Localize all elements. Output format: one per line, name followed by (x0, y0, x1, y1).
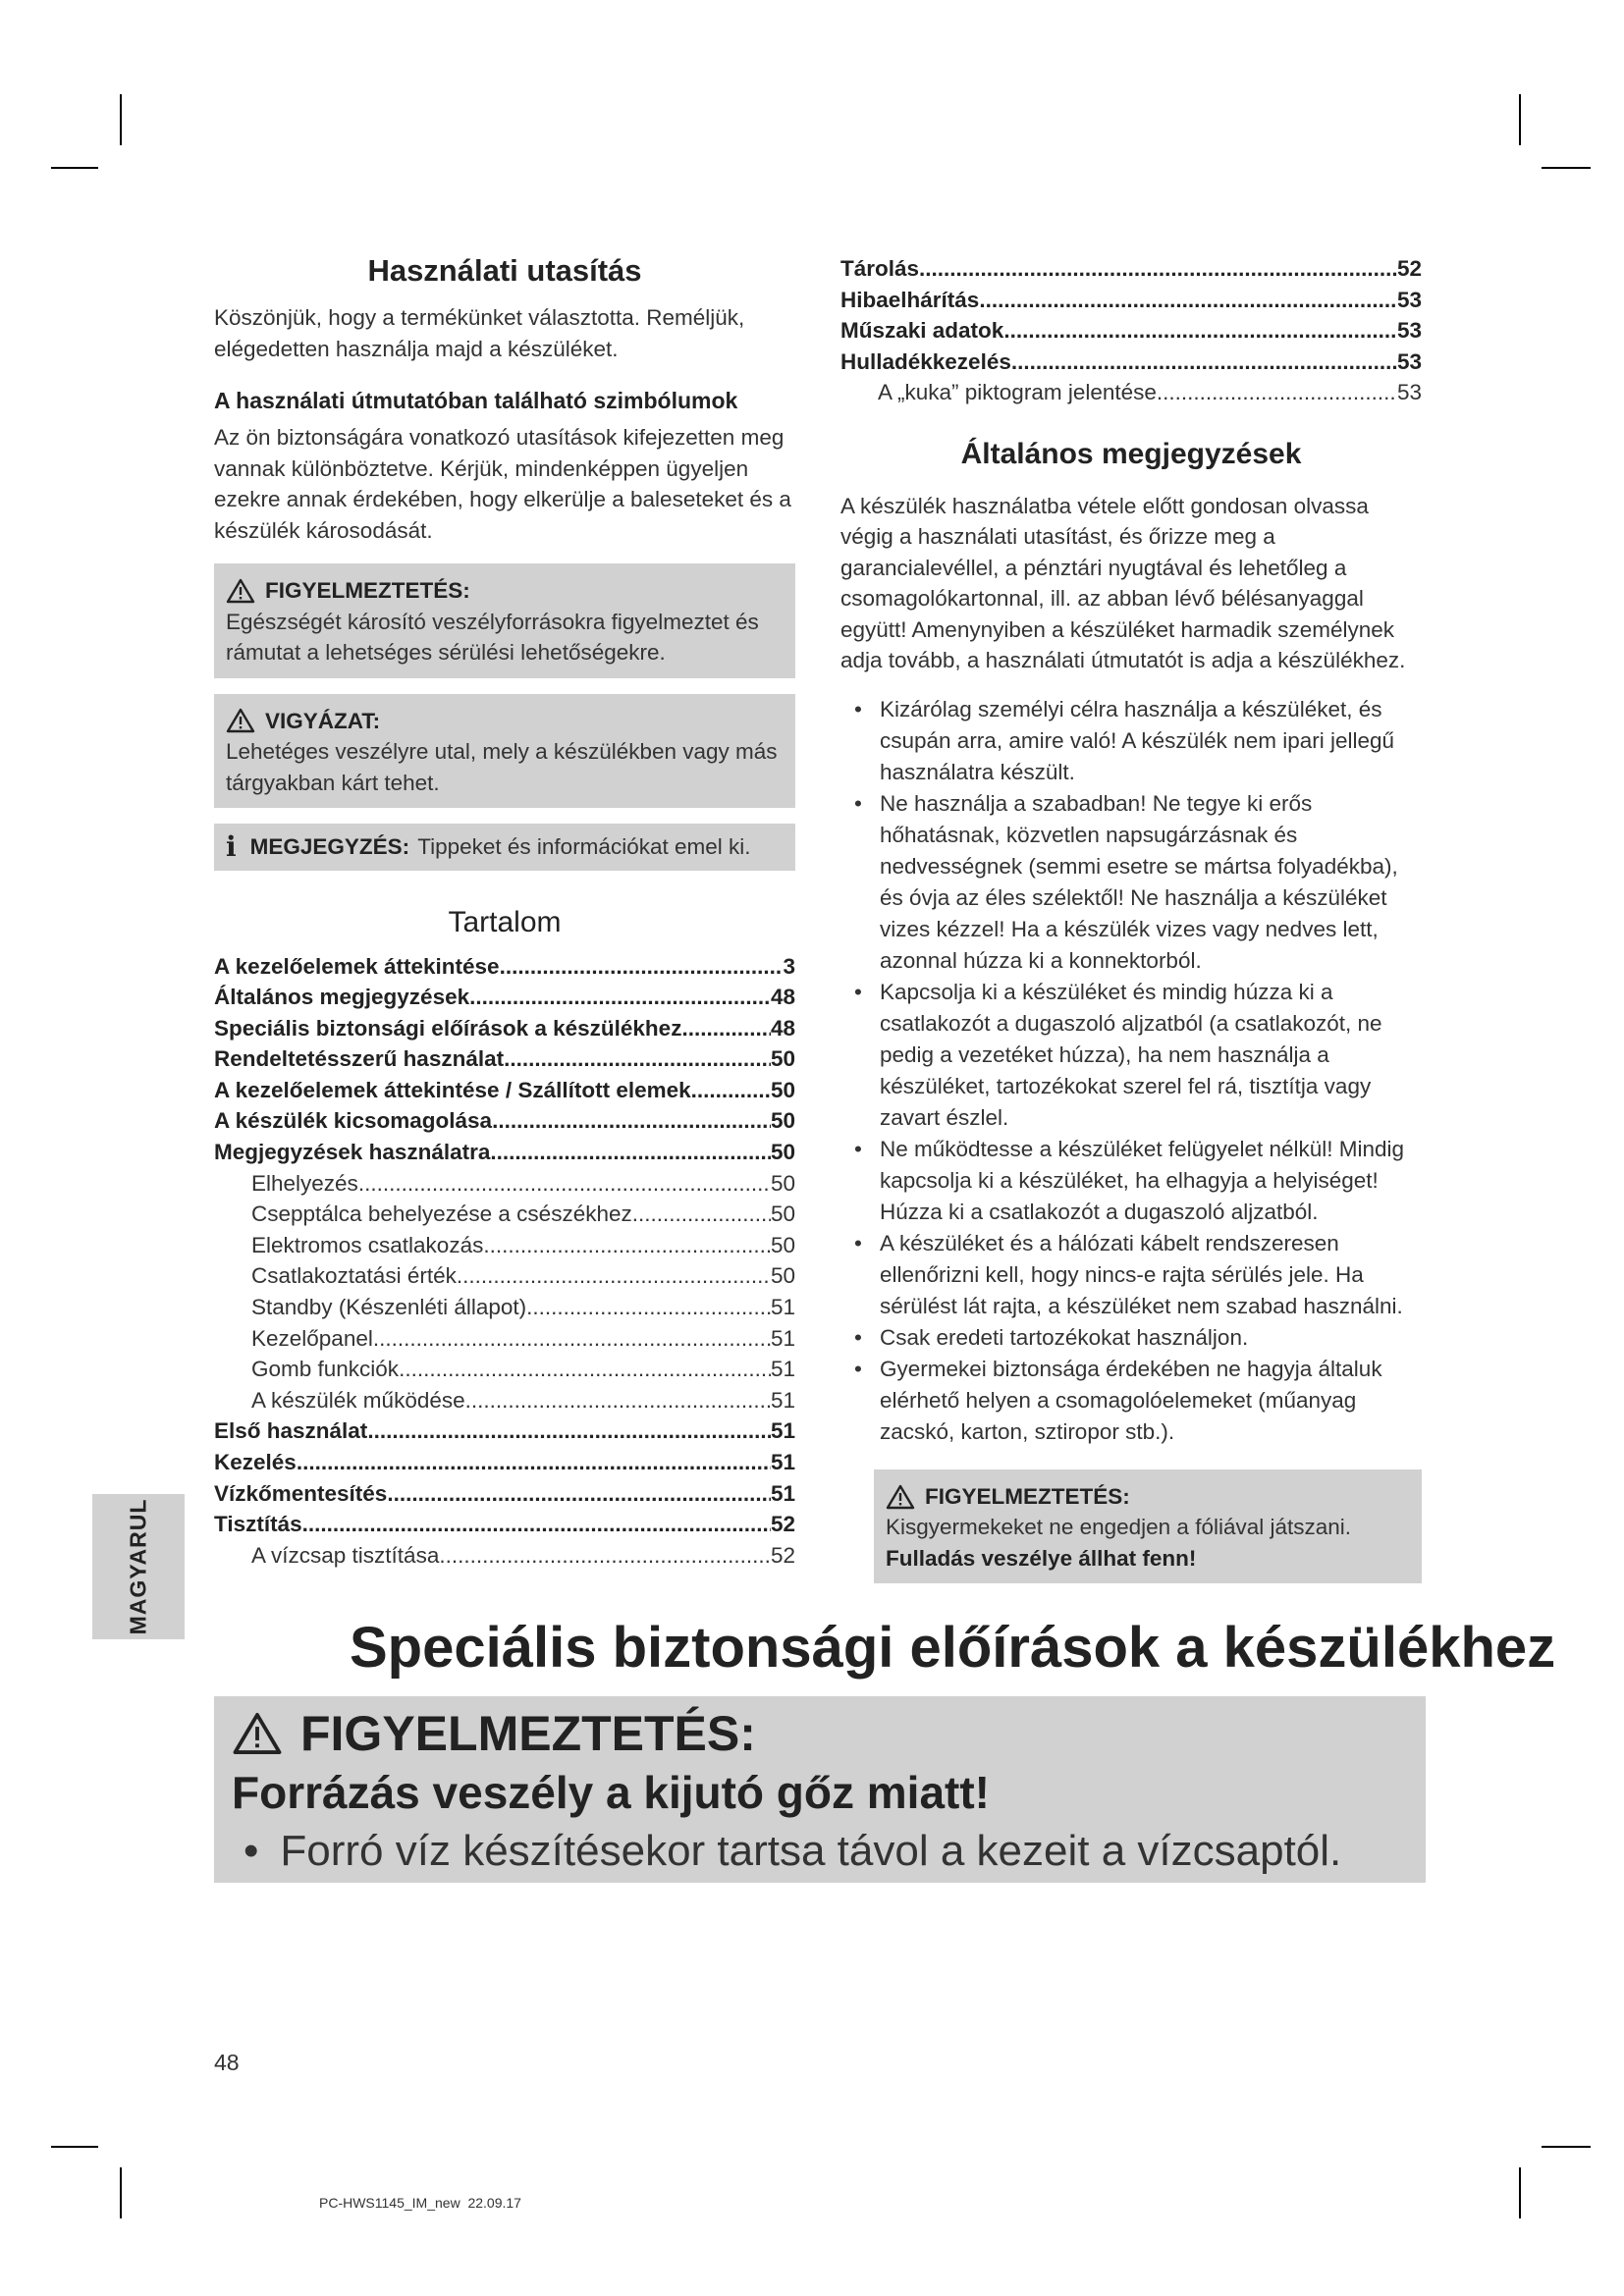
toc-entry (214, 1415, 795, 1447)
child-warning-text: Kisgyermekeket ne engedjen a fóliával játszani. (886, 1515, 1352, 1540)
general-heading: Általános megjegyzések (960, 437, 1302, 470)
special-warning-title: FIGYELMEZTETÉS: (300, 1706, 756, 1761)
toc-leader-dots (399, 1354, 771, 1385)
toc-entry-title: A kezelőelemek áttekintése / Szállított elemek (214, 1077, 691, 1102)
list-item: • Ne működtesse a készüléket felügyelet nélkül! Mindig kapcsolja ki a készüléket, ha elhagyja a helyiséget! Húzza ki a csatlakozót a dugaszoló aljzatból. (840, 1134, 1422, 1228)
left-column (214, 253, 795, 1571)
toc-leader-dots (632, 1199, 771, 1230)
warning-title: FIGYELMEZTETÉS: (265, 578, 470, 603)
toc-leader-dots (439, 1540, 771, 1572)
toc-leader-dots (490, 1137, 771, 1168)
toc-entry (214, 1323, 795, 1355)
symbols-heading: A használati útmutatóban található szimbólumok (214, 388, 738, 413)
toc-entry-title: Hulladékkezelés (840, 348, 1011, 374)
toc-entry-title: Általános megjegyzések (214, 985, 470, 1010)
toc-entry-page: 3 (783, 953, 795, 979)
special-warning-bullet-text: Forró víz készítésekor tartsa távol a kezeit a vízcsaptól. (280, 1827, 1342, 1875)
toc-entry (214, 1354, 795, 1385)
crop-mark (1542, 2146, 1591, 2148)
toc-entry-title: A készülék működése (251, 1387, 465, 1413)
toc-leader-dots (500, 951, 784, 983)
general-bullet-list (840, 694, 1422, 1448)
toc-entry (214, 1540, 795, 1572)
toc-leader-dots (526, 1292, 771, 1323)
toc-entry (840, 253, 1422, 285)
toc-entry-page: 50 (770, 1046, 795, 1072)
toc-entry-page: 51 (770, 1325, 795, 1351)
language-side-tab (92, 1494, 185, 1639)
note-box (214, 824, 795, 871)
toc-entry-title: A kezelőelemek áttekintése (214, 953, 500, 979)
list-item: • Gyermekei biztonsága érdekében ne hagyja általuk elérhető helyen a csomagolóelemeket (műanyag zacskó, karton, sztiropor stb.). (840, 1354, 1422, 1448)
toc-entry-title: Csatlakoztatási érték (251, 1263, 457, 1289)
toc-entry-page: 53 (1396, 380, 1422, 405)
toc-leader-dots (387, 1478, 771, 1510)
toc-entry-title: Elhelyezés (251, 1170, 358, 1196)
special-warning-bullet (232, 1822, 1408, 1881)
caution-box (214, 694, 795, 809)
child-warning-title: FIGYELMEZTETÉS: (925, 1483, 1130, 1509)
toc-leader-dots (919, 253, 1397, 285)
toc-entry-title: Hibaelhárítás (840, 287, 980, 312)
toc-entry-page: 51 (770, 1357, 795, 1382)
special-warning-line: Forrázás veszély a kijutó gőz miatt! (232, 1767, 991, 1818)
toc-entry (214, 1137, 795, 1168)
page-number: 48 (214, 2050, 240, 2075)
warning-box (214, 563, 795, 678)
info-icon: i (226, 830, 237, 863)
list-item: • A készüléket és a hálózati kábelt rendszeresen ellenőrizni kell, hogy nincs-e rajta sérülés jele. Ha sérülést lát rajta, a készüléket nem szabad használni. (840, 1228, 1422, 1322)
toc-entry-page: 51 (770, 1295, 795, 1320)
toc-entry (840, 347, 1422, 378)
toc-list (214, 951, 795, 1572)
toc-entry-page: 50 (770, 1170, 795, 1196)
special-safety-heading: Speciális biztonsági előírások a készülékhez (350, 1616, 1556, 1680)
caution-title: VIGYÁZAT: (265, 708, 381, 733)
toc-entry (840, 377, 1422, 408)
toc-entry-page: 52 (770, 1512, 795, 1537)
toc-list-continued (840, 253, 1422, 408)
toc-entry-page: 52 (1396, 256, 1422, 281)
list-item: • Kapcsolja ki a készüléket és mindig húzza ki a csatlakozót a dugaszoló aljzatból (a csatlakozót, ne pedig a vezetéket húzza), ha nem használja a készüléket, tartozékokat szerel fel rá, tisztítja vagy zavart észlel. (840, 977, 1422, 1134)
toc-leader-dots (1011, 347, 1397, 378)
toc-entry-title: Kezelés (214, 1450, 297, 1474)
toc-entry (214, 1105, 795, 1137)
general-text: A készülék használatba vétele előtt gondosan olvassa végig a használati utasítást, és őrizze meg a garancialevéllel, a pénztári nyugtával és lehetőleg a csomagolókartonnal, ill. az abban lévő bélésanyaggal együtt! Amenynyiben a készüléket harmadik személynek adja tovább, a használati útmutatót is adja a készülékhez. (840, 493, 1406, 673)
crop-mark (120, 2167, 122, 2218)
toc-entry-page: 50 (770, 1077, 795, 1102)
toc-leader-dots (457, 1260, 771, 1292)
toc-entry-page: 51 (770, 1387, 795, 1413)
toc-entry-page: 48 (770, 1015, 795, 1041)
toc-entry-page: 50 (770, 1140, 795, 1165)
bullet-glyph: • (244, 1827, 259, 1875)
toc-entry-title: Tárolás (840, 256, 920, 281)
toc-entry (214, 1043, 795, 1075)
toc-entry (214, 1075, 795, 1106)
toc-entry-page: 51 (770, 1450, 795, 1474)
crop-mark (1542, 167, 1591, 169)
toc-entry-title: Kezelőpanel (251, 1325, 373, 1351)
crop-mark (1519, 94, 1521, 145)
warning-triangle-icon (886, 1484, 915, 1510)
list-item: • Kizárólag személyi célra használja a készüléket, és csupán arra, amire való! A készülék nem ipari jellegű használatra készült. (840, 694, 1422, 788)
toc-entry-title: Standby (Készenléti állapot) (251, 1295, 527, 1320)
toc-entry (214, 1478, 795, 1510)
toc-leader-dots (358, 1168, 771, 1200)
toc-leader-dots (1157, 377, 1397, 408)
toc-entry-page: 48 (770, 985, 795, 1010)
toc-entry (214, 1168, 795, 1200)
toc-entry (214, 1385, 795, 1416)
toc-entry-title: Műszaki adatok (840, 318, 1004, 344)
toc-entry-page: 53 (1396, 287, 1422, 312)
crop-mark (51, 2146, 98, 2148)
toc-leader-dots (483, 1230, 771, 1261)
special-warning-box (214, 1696, 1426, 1883)
file-info: PC-HWS1145_IM_new 22.09.17 (319, 2195, 521, 2211)
toc-entry-title: Elektromos csatlakozás (251, 1232, 484, 1257)
crop-mark (120, 94, 122, 145)
toc-entry-title: Speciális biztonsági előírások a készülékhez (214, 1015, 682, 1041)
list-item: • Csak eredeti tartozékokat használjon. (840, 1322, 1422, 1354)
toc-entry-title: Megjegyzések használatra (214, 1140, 491, 1165)
warning-triangle-icon (232, 1711, 283, 1756)
toc-leader-dots (979, 285, 1397, 316)
toc-leader-dots (492, 1105, 771, 1137)
intro-text: Köszönjük, hogy a termékünket választotta. Reméljük, elégedetten használja majd a készüléket. (214, 305, 745, 361)
toc-leader-dots (465, 1385, 771, 1416)
toc-entry-page: 52 (770, 1542, 795, 1568)
toc-leader-dots (373, 1323, 771, 1355)
toc-entry-title: A készülék kicsomagolása (214, 1108, 493, 1134)
toc-title: Tartalom (448, 905, 562, 938)
warning-triangle-icon (226, 708, 255, 733)
crop-mark (1519, 2167, 1521, 2218)
toc-entry-title: Vízkőmentesítés (214, 1480, 388, 1506)
toc-entry-title: A „kuka” piktogram jelentése (878, 380, 1157, 405)
child-warning-box (874, 1469, 1422, 1584)
caution-text: Lehetéges veszélyre utal, mely a készülékben vagy más tárgyakban kárt tehet. (226, 739, 778, 795)
toc-leader-dots (469, 982, 771, 1013)
toc-entry-title: Első használat (214, 1418, 368, 1444)
toc-entry-page: 50 (770, 1263, 795, 1289)
toc-entry-page: 51 (770, 1418, 795, 1444)
toc-entry (214, 1260, 795, 1292)
toc-entry (214, 1509, 795, 1540)
page-title: Használati utasítás (367, 253, 642, 288)
toc-leader-dots (504, 1043, 771, 1075)
toc-entry-page: 51 (770, 1480, 795, 1506)
toc-entry-title: Rendeltetésszerű használat (214, 1046, 505, 1072)
toc-leader-dots (681, 1013, 771, 1044)
language-label: MAGYARUL (125, 1498, 151, 1635)
toc-leader-dots (367, 1415, 771, 1447)
warning-triangle-icon (226, 578, 255, 604)
toc-entry-page: 53 (1396, 318, 1422, 344)
crop-mark (51, 167, 98, 169)
toc-entry-title: Tisztítás (214, 1512, 302, 1537)
toc-entry (840, 315, 1422, 347)
toc-entry (214, 951, 795, 983)
toc-leader-dots (691, 1075, 771, 1106)
note-text: Tippeket és információkat emel ki. (417, 834, 751, 859)
note-title: MEGJEGYZÉS: (249, 834, 410, 859)
toc-entry (214, 1230, 795, 1261)
toc-leader-dots (302, 1509, 771, 1540)
toc-entry (214, 1447, 795, 1478)
toc-leader-dots (1003, 315, 1397, 347)
toc-entry (214, 1013, 795, 1044)
symbols-text: Az ön biztonságára vonatkozó utasítások kifejezetten meg vannak különböztetve. Kérjük, mindenképpen ügyeljen ezekre annak érdekében, hogy elkerülje a baleseteket és a készülék károsodását. (214, 425, 791, 543)
toc-entry-page: 50 (770, 1232, 795, 1257)
warning-text: Egészségét károsító veszélyforrásokra figyelmeztet és rámutat a lehetséges sérülési lehetőségekre. (226, 609, 759, 665)
list-item: • Ne használja a szabadban! Ne tegye ki erős hőhatásnak, közvetlen napsugárzásnak és nedvességnek (semmi esetre se mártsa folyadékba), és óvja az éles szélektől! Ne használja a készüléket vizes kézzel! Ha a készülék vizes vagy nedves lett, azonnal húzza ki a konnektorból. (840, 788, 1422, 977)
toc-entry-title: A vízcsap tisztítása (251, 1542, 440, 1568)
toc-entry (214, 1199, 795, 1230)
toc-entry-page: 50 (770, 1108, 795, 1134)
toc-entry-title: Csepptálca behelyezése a csészékhez (251, 1201, 632, 1227)
right-column (840, 253, 1422, 1583)
toc-entry-title: Gomb funkciók (251, 1357, 400, 1382)
toc-entry-page: 53 (1396, 348, 1422, 374)
toc-leader-dots (297, 1447, 771, 1478)
toc-entry (214, 982, 795, 1013)
toc-entry (840, 285, 1422, 316)
toc-entry-page: 50 (770, 1201, 795, 1227)
toc-entry (214, 1292, 795, 1323)
child-warning-bold: Fulladás veszélye állhat fenn! (886, 1545, 1197, 1571)
